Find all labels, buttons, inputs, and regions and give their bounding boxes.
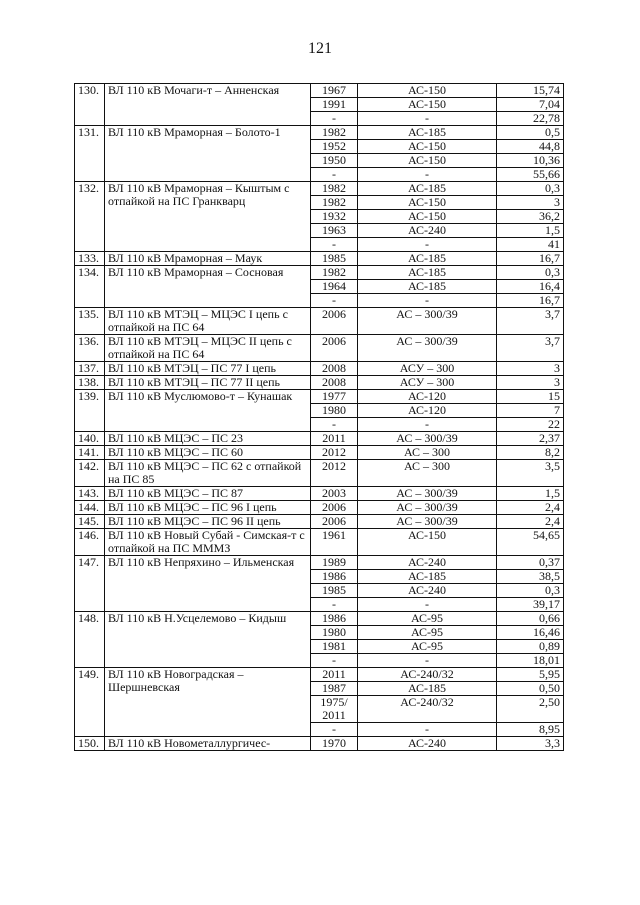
line-name: ВЛ 110 кВ МТЭЦ – ПС 77 I цепь bbox=[105, 362, 311, 376]
length-km: 8,2 bbox=[497, 446, 564, 460]
wire-type: АС – 300/39 bbox=[358, 487, 497, 501]
row-number: 148. bbox=[75, 612, 105, 668]
commission-year: 1982 bbox=[311, 126, 358, 140]
length-km: 54,65 bbox=[497, 529, 564, 556]
line-name: ВЛ 110 кВ Мраморная – Сосновая bbox=[105, 266, 311, 308]
page-number: 121 bbox=[308, 40, 332, 57]
length-km: 1,5 bbox=[497, 487, 564, 501]
length-km: 18,01 bbox=[497, 654, 564, 668]
row-number: 145. bbox=[75, 515, 105, 529]
wire-type: - bbox=[358, 112, 497, 126]
wire-type: АСУ – 300 bbox=[358, 362, 497, 376]
wire-type: АС – 300/39 bbox=[358, 335, 497, 362]
table-row bbox=[75, 432, 564, 446]
table-row bbox=[75, 252, 564, 266]
wire-type: АС-185 bbox=[358, 182, 497, 196]
wire-type: АС-150 bbox=[358, 210, 497, 224]
table-row bbox=[75, 529, 564, 556]
row-number: 141. bbox=[75, 446, 105, 460]
table-row bbox=[75, 126, 564, 140]
line-name: ВЛ 110 кВ Новый Субай - Симская-т с отпайкой на ПС МММЗ bbox=[105, 529, 311, 556]
length-km: 3 bbox=[497, 196, 564, 210]
table-row bbox=[75, 612, 564, 626]
wire-type: - bbox=[358, 168, 497, 182]
wire-type: АС-185 bbox=[358, 682, 497, 696]
commission-year: 1989 bbox=[311, 556, 358, 570]
commission-year: 1986 bbox=[311, 570, 358, 584]
wire-type: АС-240/32 bbox=[358, 668, 497, 682]
commission-year: 1982 bbox=[311, 266, 358, 280]
power-lines-table bbox=[74, 83, 564, 751]
length-km: 22 bbox=[497, 418, 564, 432]
wire-type: - bbox=[358, 723, 497, 737]
wire-type: АС-240/32 bbox=[358, 696, 497, 723]
row-number: 137. bbox=[75, 362, 105, 376]
wire-type: АС-240 bbox=[358, 556, 497, 570]
wire-type: - bbox=[358, 654, 497, 668]
commission-year: - bbox=[311, 238, 358, 252]
wire-type: АС-150 bbox=[358, 98, 497, 112]
table-row bbox=[75, 515, 564, 529]
wire-type: АС-240 bbox=[358, 584, 497, 598]
wire-type: АС-150 bbox=[358, 140, 497, 154]
table-row bbox=[75, 84, 564, 98]
row-number: 130. bbox=[75, 84, 105, 126]
length-km: 39,17 bbox=[497, 598, 564, 612]
line-name: ВЛ 110 кВ Новометаллургичес- bbox=[105, 737, 311, 751]
commission-year: 2006 bbox=[311, 501, 358, 515]
table-row bbox=[75, 737, 564, 751]
row-number: 133. bbox=[75, 252, 105, 266]
commission-year: 1967 bbox=[311, 84, 358, 98]
length-km: 10,36 bbox=[497, 154, 564, 168]
wire-type: АС-95 bbox=[358, 626, 497, 640]
commission-year: 1932 bbox=[311, 210, 358, 224]
length-km: 2,4 bbox=[497, 515, 564, 529]
wire-type: - bbox=[358, 418, 497, 432]
commission-year: 2012 bbox=[311, 446, 358, 460]
commission-year: 1950 bbox=[311, 154, 358, 168]
commission-year: 1981 bbox=[311, 640, 358, 654]
commission-year: - bbox=[311, 294, 358, 308]
table-row bbox=[75, 460, 564, 487]
commission-year: 1970 bbox=[311, 737, 358, 751]
commission-year: 1952 bbox=[311, 140, 358, 154]
commission-year: 2012 bbox=[311, 460, 358, 487]
line-name: ВЛ 110 кВ МЦЭС – ПС 62 с отпайкой на ПС 85 bbox=[105, 460, 311, 487]
commission-year: 2008 bbox=[311, 362, 358, 376]
table-row bbox=[75, 266, 564, 280]
commission-year: - bbox=[311, 723, 358, 737]
length-km: 0,89 bbox=[497, 640, 564, 654]
wire-type: АС-185 bbox=[358, 252, 497, 266]
row-number: 134. bbox=[75, 266, 105, 308]
length-km: 0,66 bbox=[497, 612, 564, 626]
wire-type: АС-95 bbox=[358, 612, 497, 626]
wire-type: АС-150 bbox=[358, 154, 497, 168]
wire-type: - bbox=[358, 598, 497, 612]
row-number: 147. bbox=[75, 556, 105, 612]
line-name: ВЛ 110 кВ Непряхино – Ильменская bbox=[105, 556, 311, 612]
line-name: ВЛ 110 кВ Н.Усцелемово – Кидыш bbox=[105, 612, 311, 668]
length-km: 15 bbox=[497, 390, 564, 404]
commission-year: 1982 bbox=[311, 182, 358, 196]
line-name: ВЛ 110 кВ МЦЭС – ПС 87 bbox=[105, 487, 311, 501]
row-number: 143. bbox=[75, 487, 105, 501]
length-km: 2,4 bbox=[497, 501, 564, 515]
length-km: 36,2 bbox=[497, 210, 564, 224]
length-km: 15,74 bbox=[497, 84, 564, 98]
table-row bbox=[75, 335, 564, 362]
wire-type: АС-185 bbox=[358, 570, 497, 584]
row-number: 140. bbox=[75, 432, 105, 446]
commission-year: 1982 bbox=[311, 196, 358, 210]
row-number: 138. bbox=[75, 376, 105, 390]
line-name: ВЛ 110 кВ МЦЭС – ПС 96 II цепь bbox=[105, 515, 311, 529]
commission-year: 1975/ 2011 bbox=[311, 696, 358, 723]
line-name: ВЛ 110 кВ МТЭЦ – ПС 77 II цепь bbox=[105, 376, 311, 390]
wire-type: АС-150 bbox=[358, 196, 497, 210]
commission-year: 1964 bbox=[311, 280, 358, 294]
length-km: 55,66 bbox=[497, 168, 564, 182]
table-row bbox=[75, 487, 564, 501]
length-km: 0,3 bbox=[497, 182, 564, 196]
table-row bbox=[75, 556, 564, 570]
wire-type: АС – 300/39 bbox=[358, 308, 497, 335]
length-km: 22,78 bbox=[497, 112, 564, 126]
wire-type: АС – 300 bbox=[358, 446, 497, 460]
table-row bbox=[75, 362, 564, 376]
commission-year: 1985 bbox=[311, 584, 358, 598]
line-name: ВЛ 110 кВ МЦЭС – ПС 23 bbox=[105, 432, 311, 446]
line-name: ВЛ 110 кВ Муслюмово-т – Кунашак bbox=[105, 390, 311, 432]
commission-year: 2011 bbox=[311, 432, 358, 446]
commission-year: 1991 bbox=[311, 98, 358, 112]
length-km: 0,50 bbox=[497, 682, 564, 696]
line-name: ВЛ 110 кВ Мраморная – Болото-1 bbox=[105, 126, 311, 182]
commission-year: 2008 bbox=[311, 376, 358, 390]
wire-type: АС-185 bbox=[358, 126, 497, 140]
row-number: 131. bbox=[75, 126, 105, 182]
row-number: 149. bbox=[75, 668, 105, 737]
commission-year: 1961 bbox=[311, 529, 358, 556]
length-km: 41 bbox=[497, 238, 564, 252]
length-km: 16,46 bbox=[497, 626, 564, 640]
line-name: ВЛ 110 кВ МЦЭС – ПС 96 I цепь bbox=[105, 501, 311, 515]
wire-type: АСУ – 300 bbox=[358, 376, 497, 390]
length-km: 16,7 bbox=[497, 252, 564, 266]
wire-type: АС-185 bbox=[358, 280, 497, 294]
length-km: 38,5 bbox=[497, 570, 564, 584]
line-name: ВЛ 110 кВ МТЭЦ – МЦЭС II цепь с отпайкой на ПС 64 bbox=[105, 335, 311, 362]
wire-type: - bbox=[358, 238, 497, 252]
wire-type: АС – 300/39 bbox=[358, 515, 497, 529]
commission-year: - bbox=[311, 168, 358, 182]
length-km: 3,5 bbox=[497, 460, 564, 487]
length-km: 3 bbox=[497, 362, 564, 376]
length-km: 0,3 bbox=[497, 584, 564, 598]
length-km: 7 bbox=[497, 404, 564, 418]
commission-year: 2006 bbox=[311, 335, 358, 362]
row-number: 144. bbox=[75, 501, 105, 515]
wire-type: АС-120 bbox=[358, 390, 497, 404]
table-row bbox=[75, 376, 564, 390]
commission-year: 2011 bbox=[311, 668, 358, 682]
length-km: 0,5 bbox=[497, 126, 564, 140]
table-row bbox=[75, 446, 564, 460]
length-km: 7,04 bbox=[497, 98, 564, 112]
commission-year: - bbox=[311, 418, 358, 432]
length-km: 3,3 bbox=[497, 737, 564, 751]
length-km: 2,50 bbox=[497, 696, 564, 723]
row-number: 146. bbox=[75, 529, 105, 556]
line-name: ВЛ 110 кВ МЦЭС – ПС 60 bbox=[105, 446, 311, 460]
length-km: 16,7 bbox=[497, 294, 564, 308]
row-number: 150. bbox=[75, 737, 105, 751]
length-km: 0,37 bbox=[497, 556, 564, 570]
table-row bbox=[75, 390, 564, 404]
wire-type: АС-150 bbox=[358, 529, 497, 556]
commission-year: 1980 bbox=[311, 626, 358, 640]
wire-type: АС-240 bbox=[358, 737, 497, 751]
table-row bbox=[75, 501, 564, 515]
commission-year: 1986 bbox=[311, 612, 358, 626]
length-km: 5,95 bbox=[497, 668, 564, 682]
commission-year: - bbox=[311, 598, 358, 612]
line-name: ВЛ 110 кВ Мраморная – Маук bbox=[105, 252, 311, 266]
commission-year: 2006 bbox=[311, 308, 358, 335]
length-km: 0,3 bbox=[497, 266, 564, 280]
length-km: 1,5 bbox=[497, 224, 564, 238]
wire-type: АС – 300 bbox=[358, 460, 497, 487]
length-km: 3 bbox=[497, 376, 564, 390]
length-km: 8,95 bbox=[497, 723, 564, 737]
table-row bbox=[75, 668, 564, 682]
commission-year: 1987 bbox=[311, 682, 358, 696]
length-km: 2,37 bbox=[497, 432, 564, 446]
commission-year: 1977 bbox=[311, 390, 358, 404]
wire-type: АС-185 bbox=[358, 266, 497, 280]
commission-year: 1963 bbox=[311, 224, 358, 238]
length-km: 3,7 bbox=[497, 335, 564, 362]
wire-type: - bbox=[358, 294, 497, 308]
row-number: 135. bbox=[75, 308, 105, 335]
line-name: ВЛ 110 кВ МТЭЦ – МЦЭС I цепь с отпайкой на ПС 64 bbox=[105, 308, 311, 335]
wire-type: АС – 300/39 bbox=[358, 501, 497, 515]
line-name: ВЛ 110 кВ Мочаги-т – Анненская bbox=[105, 84, 311, 126]
line-name: ВЛ 110 кВ Новоградская – Шершневская bbox=[105, 668, 311, 737]
wire-type: АС-240 bbox=[358, 224, 497, 238]
wire-type: АС-120 bbox=[358, 404, 497, 418]
table-row bbox=[75, 308, 564, 335]
wire-type: АС-150 bbox=[358, 84, 497, 98]
length-km: 16,4 bbox=[497, 280, 564, 294]
commission-year: 1980 bbox=[311, 404, 358, 418]
commission-year: - bbox=[311, 654, 358, 668]
length-km: 44,8 bbox=[497, 140, 564, 154]
row-number: 132. bbox=[75, 182, 105, 252]
row-number: 136. bbox=[75, 335, 105, 362]
wire-type: АС – 300/39 bbox=[358, 432, 497, 446]
commission-year: 1985 bbox=[311, 252, 358, 266]
row-number: 139. bbox=[75, 390, 105, 432]
commission-year: 2006 bbox=[311, 515, 358, 529]
line-name: ВЛ 110 кВ Мраморная – Кыштым с отпайкой на ПС Гранкварц bbox=[105, 182, 311, 252]
row-number: 142. bbox=[75, 460, 105, 487]
commission-year: 2003 bbox=[311, 487, 358, 501]
wire-type: АС-95 bbox=[358, 640, 497, 654]
table-row bbox=[75, 182, 564, 196]
length-km: 3,7 bbox=[497, 308, 564, 335]
commission-year: - bbox=[311, 112, 358, 126]
